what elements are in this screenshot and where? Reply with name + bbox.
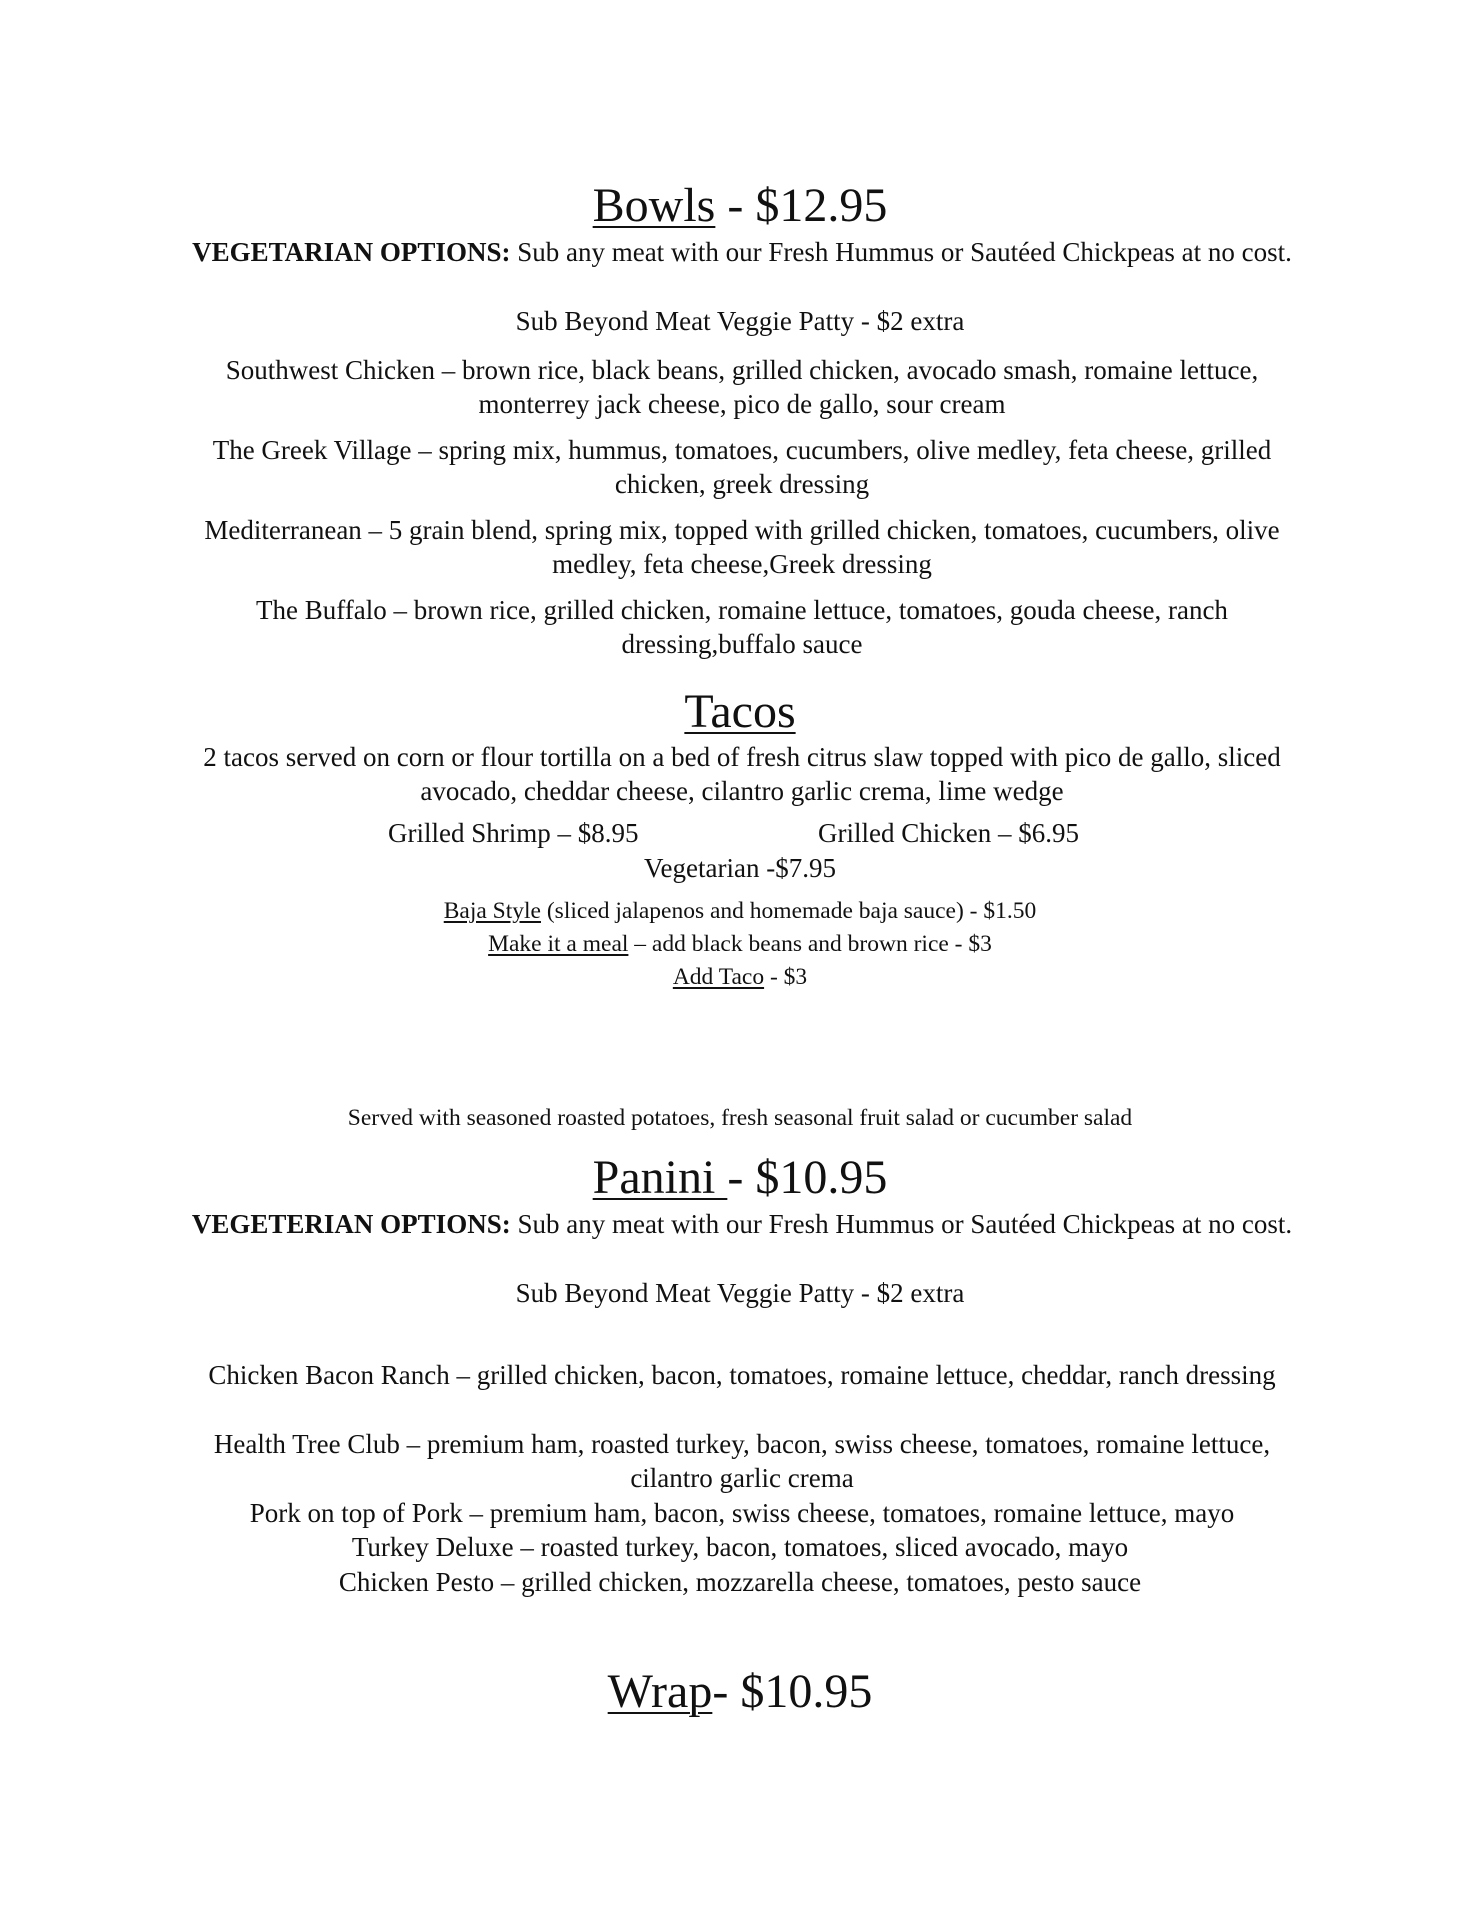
- taco-addon-add-taco-label: Add Taco: [672, 964, 765, 990]
- wrap-price: - $10.95: [712, 1665, 873, 1718]
- tacos-heading: [140, 684, 1340, 740]
- bowls-veg-text: Sub any meat with our Fresh Hummus or Sautéed Chickpeas at no cost.: [510, 237, 1292, 267]
- bowls-vegetarian-options: [170, 235, 1314, 269]
- bowls-title: Bowls: [592, 179, 716, 232]
- bowls-item-buffalo: The Buffalo – brown rice, grilled chicken, romaine lettuce, tomatoes, gouda cheese, ranch dressing,buffalo sauce: [256, 595, 1228, 659]
- taco-addon-meal: [140, 928, 1340, 960]
- panini-title: Panini: [592, 1151, 728, 1204]
- panini-item-chicken-bacon-ranch: Chicken Bacon Ranch – grilled chicken, bacon, tomatoes, romaine lettuce, cheddar, ranch dressing: [208, 1360, 1276, 1390]
- panini-vegetarian-options: [170, 1207, 1314, 1241]
- served-with-note: Served with seasoned roasted potatoes, fresh seasonal fruit salad or cucumber salad: [347, 1105, 1133, 1131]
- panini-veg-label: VEGETERIAN OPTIONS:: [191, 1209, 511, 1239]
- tacos-description: 2 tacos served on corn or flour tortilla on a bed of fresh citrus slaw topped with pico de gallo, sliced avocado, cheddar cheese, cilantro garlic crema, lime wedge: [203, 742, 1281, 806]
- taco-addon-add-taco: [140, 961, 1340, 993]
- panini-item-chicken-pesto: Chicken Pesto – grilled chicken, mozzarella cheese, tomatoes, pesto sauce: [338, 1567, 1142, 1597]
- wrap-title: Wrap: [607, 1665, 713, 1718]
- taco-addon-baja-label: Baja Style: [443, 898, 541, 924]
- taco-addon-baja: [140, 895, 1340, 927]
- panini-item-health-tree-club: Health Tree Club – premium ham, roasted turkey, bacon, swiss cheese, tomatoes, romaine lettuce, cilantro garlic crema: [213, 1429, 1271, 1493]
- bowls-heading: [140, 178, 1340, 234]
- bowls-veg-patty: Sub Beyond Meat Veggie Patty - $2 extra: [515, 306, 965, 336]
- bowls-item-mediterranean: Mediterranean – 5 grain blend, spring mix, topped with grilled chicken, tomatoes, cucumbers, olive medley, feta cheese,Greek dressing: [204, 515, 1280, 579]
- taco-addon-meal-text: – add black beans and brown rice - $3: [628, 931, 992, 957]
- taco-grilled-chicken: Grilled Chicken – $6.95: [818, 818, 1079, 848]
- bowls-item-greek-village: The Greek Village – spring mix, hummus, tomatoes, cucumbers, olive medley, feta cheese, grilled chicken, greek dressing: [212, 435, 1272, 499]
- panini-item-pork-on-pork: Pork on top of Pork – premium ham, bacon, swiss cheese, tomatoes, romaine lettuce, mayo: [249, 1498, 1235, 1528]
- taco-vegetarian: Vegetarian -$7.95: [644, 853, 836, 883]
- taco-addon-add-taco-text: - $3: [764, 964, 808, 990]
- taco-grilled-shrimp: Grilled Shrimp – $8.95: [388, 818, 639, 848]
- panini-veg-text: Sub any meat with our Fresh Hummus or Sautéed Chickpeas at no cost.: [510, 1209, 1293, 1239]
- bowls-price: - $12.95: [715, 179, 888, 232]
- panini-price: - $10.95: [727, 1151, 888, 1204]
- panini-item-turkey-deluxe: Turkey Deluxe – roasted turkey, bacon, tomatoes, sliced avocado, mayo: [351, 1532, 1129, 1562]
- panini-heading: [140, 1150, 1340, 1206]
- wrap-heading: [140, 1664, 1340, 1720]
- bowls-veg-label: VEGETARIAN OPTIONS:: [192, 237, 511, 267]
- taco-addon-meal-label: Make it a meal: [488, 931, 629, 957]
- panini-veg-patty: Sub Beyond Meat Veggie Patty - $2 extra: [515, 1278, 965, 1308]
- bowls-item-southwest: Southwest Chicken – brown rice, black beans, grilled chicken, avocado smash, romaine lettuce, monterrey jack cheese, pico de gallo, sour cream: [225, 355, 1259, 419]
- tacos-title: Tacos: [684, 685, 796, 738]
- taco-addon-baja-text: (sliced jalapenos and homemade baja sauce) - $1.50: [540, 898, 1037, 924]
